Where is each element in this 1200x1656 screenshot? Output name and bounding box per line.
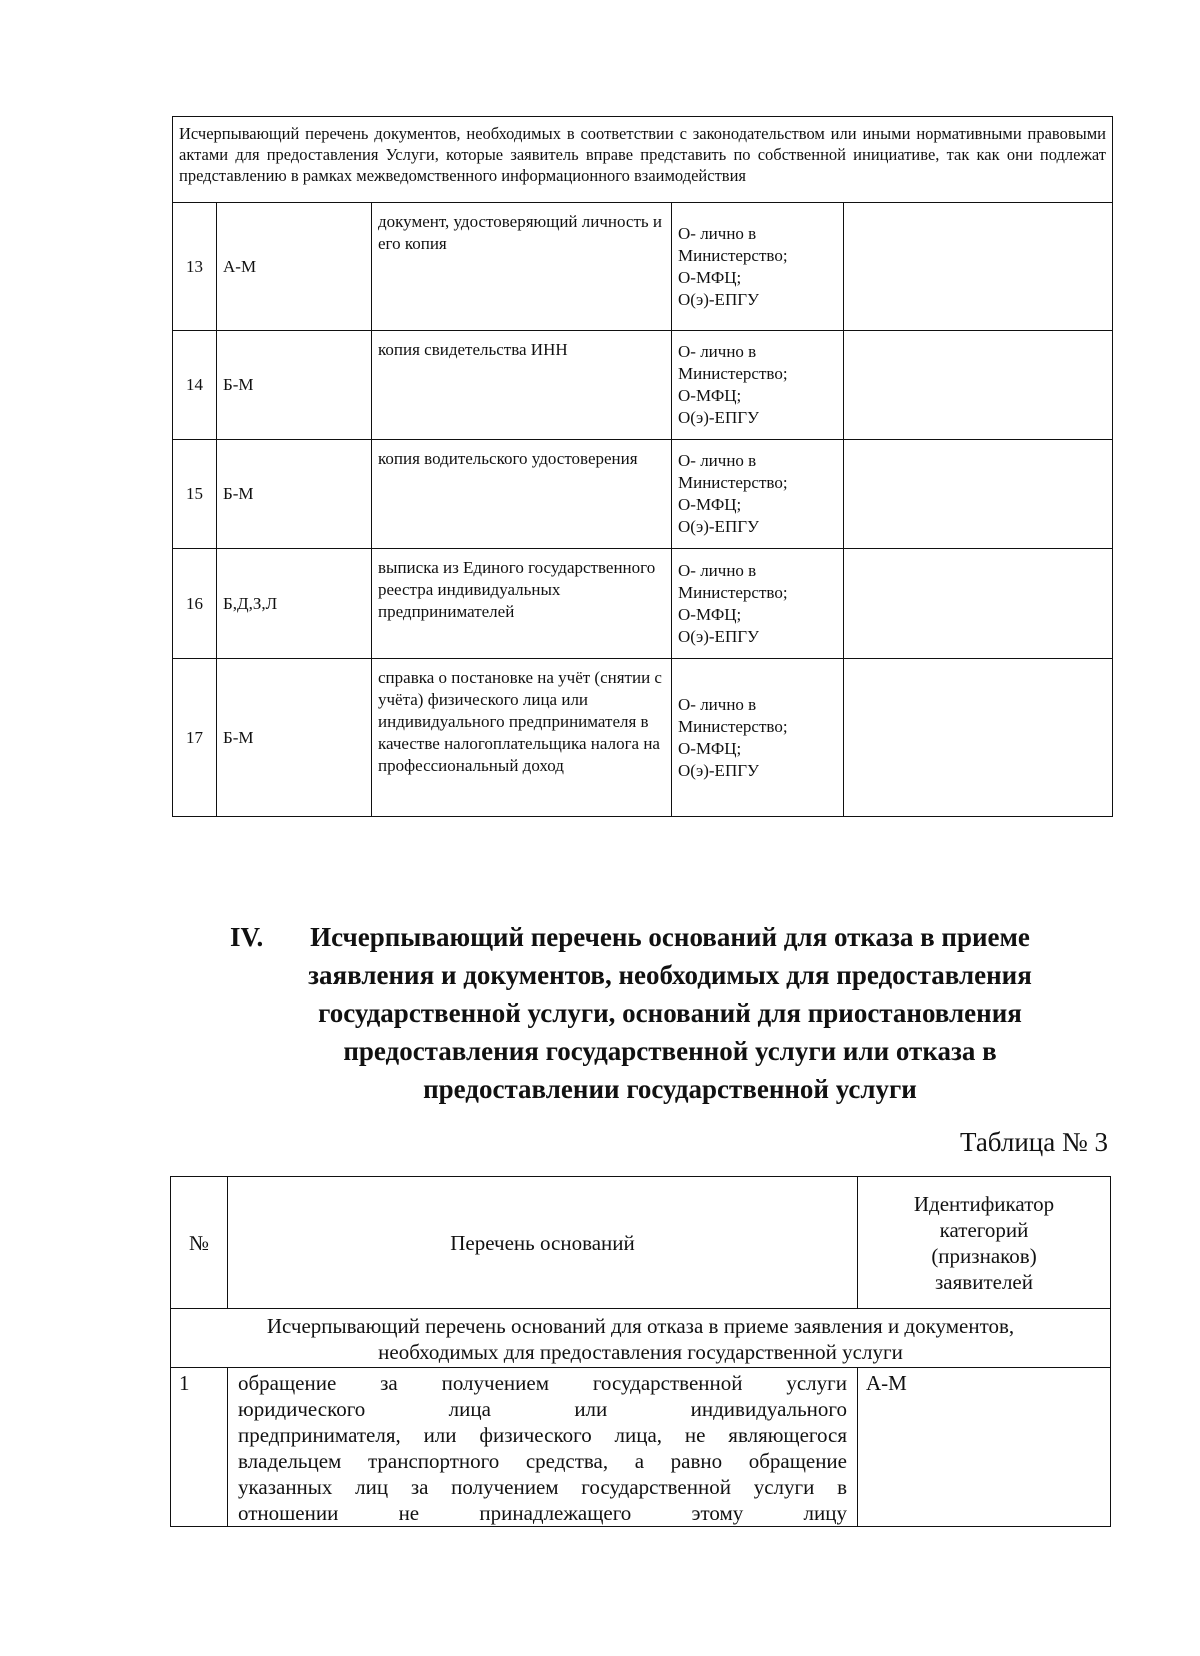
section-title-line: предоставлении государственной услуги (423, 1074, 917, 1104)
way-line: О(э)-ЕПГУ (678, 517, 760, 536)
row-category: Б-М (217, 331, 372, 440)
row-number: 13 (173, 203, 217, 331)
row-extra (844, 549, 1113, 659)
section-title-line: заявления и документов, необходимых для предоставления (308, 960, 1032, 990)
section-heading (230, 918, 1110, 1108)
group-header (171, 1309, 1111, 1368)
row-category: Б-М (217, 440, 372, 549)
row-document: документ, удостоверяющий личность и его копия (372, 203, 672, 331)
row-category: Б-М (217, 659, 372, 817)
table-label: Таблица № 3 (960, 1127, 1108, 1157)
section-title-line: предоставления государственной услуги или отказа в (343, 1036, 997, 1066)
way-line: О- лично в (678, 694, 757, 714)
way-line: О- лично в (678, 560, 757, 580)
section-title-line: государственной услуги, оснований для приостановления (318, 998, 1022, 1028)
header-line: заявителей (935, 1269, 1033, 1294)
row-document: копия водительского удостоверения (372, 440, 672, 549)
row-number: 1 (171, 1368, 228, 1527)
row-submission-ways (672, 440, 844, 549)
column-header-identifier (858, 1177, 1111, 1309)
way-line: О- лично в (678, 223, 757, 243)
row-document: копия свидетельства ИНН (372, 331, 672, 440)
text-line: предпринимателя, или физического лица, не являющегося (238, 1423, 847, 1447)
column-header-grounds: Перечень оснований (228, 1177, 858, 1309)
section-number: IV. (230, 922, 264, 952)
text-line: отношении не принадлежащего этому лицу (238, 1501, 847, 1525)
grounds-table-header-row (171, 1177, 1111, 1309)
row-submission-ways (672, 331, 844, 440)
section-title-line: Исчерпывающий перечень оснований для отказа в приеме (310, 922, 1030, 952)
table-row (173, 203, 1113, 331)
row-extra (844, 203, 1113, 331)
row-extra (844, 331, 1113, 440)
row-extra (844, 440, 1113, 549)
row-submission-ways (672, 549, 844, 659)
grounds-table (170, 1176, 1111, 1527)
row-extra (844, 659, 1113, 817)
table-row (173, 440, 1113, 549)
header-line: (признаков) (931, 1243, 1037, 1268)
way-line: О- лично в (678, 451, 757, 470)
column-header-number: № (171, 1177, 228, 1309)
table-row (171, 1368, 1111, 1527)
text-line: обращение за получением государственной услуги (238, 1371, 847, 1395)
table-row (173, 549, 1113, 659)
header-line: Идентификатор (913, 1191, 1055, 1216)
documents-table (172, 116, 1113, 817)
table-row (173, 331, 1113, 440)
row-number: 15 (173, 440, 217, 549)
group-header-line: необходимых для предоставления государственной услуги (378, 1340, 903, 1364)
row-category: А-М (217, 203, 372, 331)
row-number: 16 (173, 549, 217, 659)
row-submission-ways (672, 659, 844, 817)
way-line: О(э)-ЕПГУ (678, 289, 760, 309)
group-header-row (171, 1309, 1111, 1368)
way-line: О-МФЦ; (678, 495, 742, 514)
row-identifier: А-М (858, 1368, 1111, 1527)
row-ground-text (228, 1368, 858, 1527)
row-submission-ways (672, 203, 844, 331)
documents-table-header-row (173, 117, 1113, 203)
text-line: юридического лица или индивидуального (238, 1397, 847, 1421)
way-line: Министерство; (678, 364, 788, 383)
row-document: справка о постановке на учёт (снятии с учёта) физического лица или индивидуального предпринимателя в качестве налогоплательщика налога на профессиональный доход (372, 659, 672, 817)
way-line: Министерство; (678, 245, 788, 265)
way-line: О(э)-ЕПГУ (678, 626, 760, 646)
way-line: Министерство; (678, 716, 788, 736)
way-line: О- лично в (678, 342, 757, 361)
text-line: владельцем транспортного средства, а равно обращение (238, 1449, 847, 1473)
header-line: категорий (939, 1217, 1029, 1242)
way-line: Министерство; (678, 582, 788, 602)
way-line: О(э)-ЕПГУ (678, 760, 760, 780)
way-line: Министерство; (678, 473, 788, 492)
row-category: Б,Д,З,Л (217, 549, 372, 659)
text-line: указанных лиц за получением государственной услуги в (238, 1475, 847, 1499)
table-row (173, 659, 1113, 817)
row-number: 17 (173, 659, 217, 817)
group-header-line: Исчерпывающий перечень оснований для отказа в приеме заявления и документов, (266, 1314, 1015, 1338)
way-line: О-МФЦ; (678, 267, 742, 287)
way-line: О(э)-ЕПГУ (678, 408, 760, 427)
row-number: 14 (173, 331, 217, 440)
way-line: О-МФЦ; (678, 738, 742, 758)
way-line: О-МФЦ; (678, 604, 742, 624)
section-title (230, 918, 1110, 1108)
row-document: выписка из Единого государственного реестра индивидуальных предпринимателей (372, 549, 672, 659)
way-line: О-МФЦ; (678, 386, 742, 405)
documents-table-header: Исчерпывающий перечень документов, необходимых в соответствии с законодательством или иными нормативными правовыми актами для предоставления Услуги, которые заявитель вправе представить по собственной инициативе, так как они подлежат представлению в рамках межведомственного информационного взаимодействия (173, 117, 1113, 203)
